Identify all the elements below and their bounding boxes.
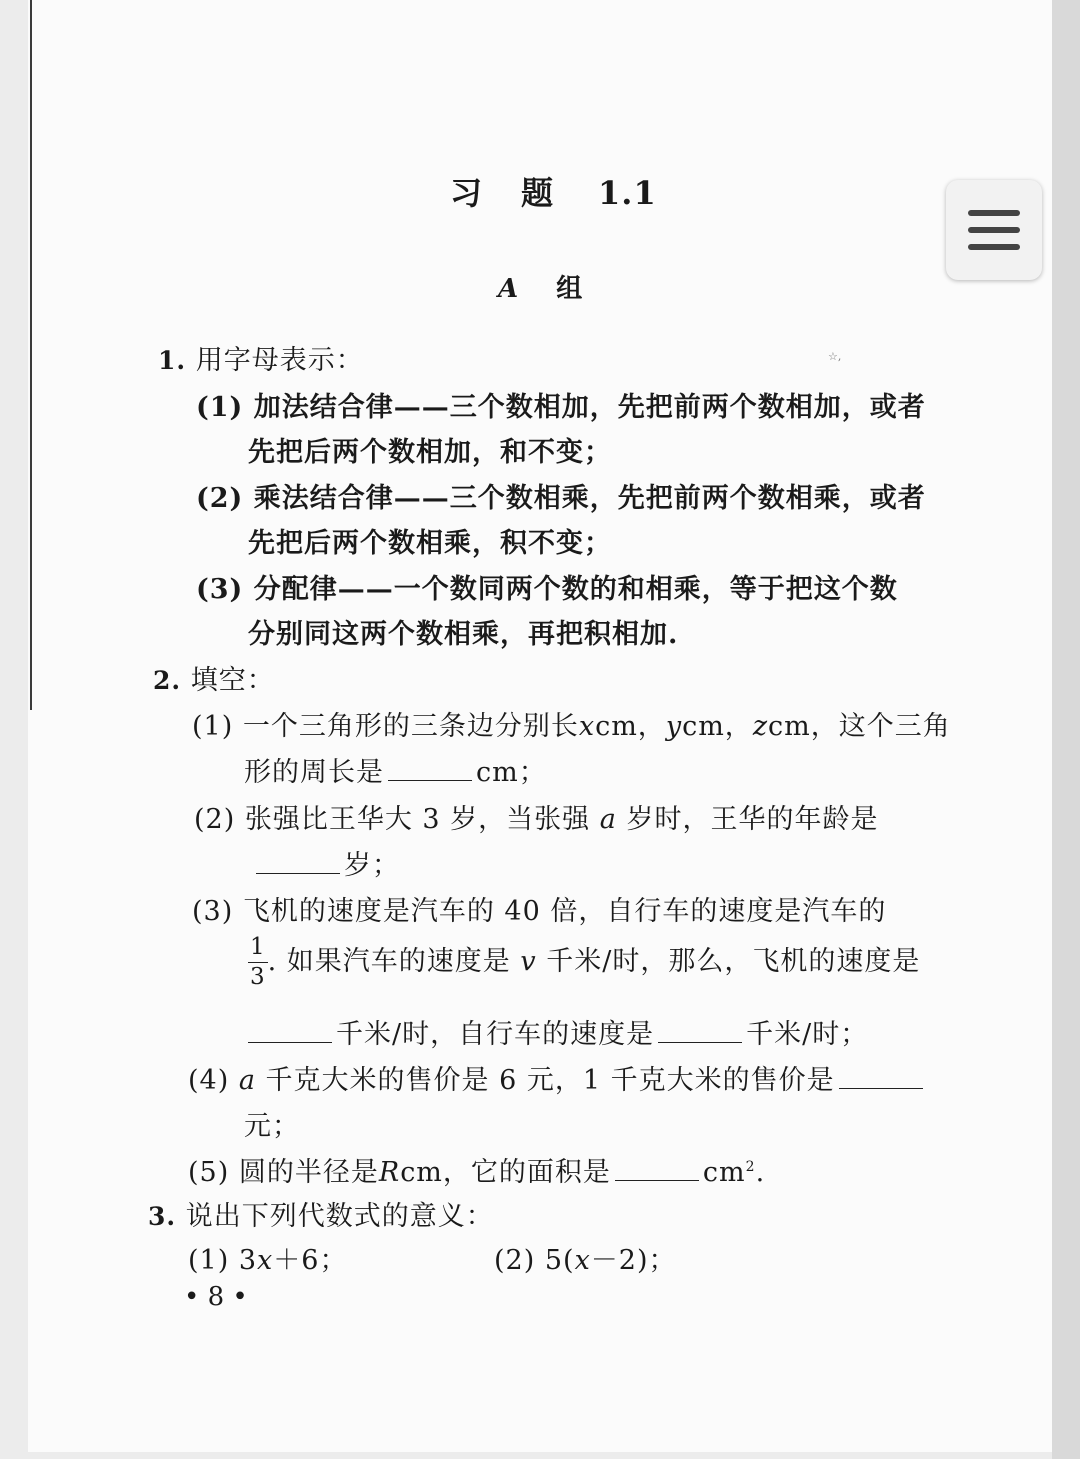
q3-item-1 [188, 1238, 347, 1277]
q1-item-3-label: (3) [196, 574, 244, 605]
q2-item-4-line-1 [188, 1058, 927, 1097]
var-a: a [238, 1065, 256, 1096]
question-2-text: 填空： [190, 665, 275, 696]
question-1-prompt [158, 338, 364, 377]
q1-item-2-text-1: 乘法结合律——三个数相乘，先把前两个数相乘，或者 [253, 483, 926, 514]
unit-cm: cm [702, 1157, 746, 1188]
answer-blank[interactable] [615, 1156, 699, 1181]
answer-blank[interactable] [658, 1018, 742, 1043]
q3-item-2-coef: 5( [544, 1245, 575, 1276]
question-3-number: 3. [148, 1202, 177, 1231]
q2-item-3-label: (3) [192, 896, 234, 927]
menu-bar [968, 244, 1020, 250]
q2-item-3-text-2: . 如果汽车的速度是 [267, 946, 511, 977]
q1-item-2-line-1 [196, 476, 926, 515]
q2-item-2-label: (2) [194, 804, 236, 835]
group-letter: A [498, 274, 519, 304]
question-3-text: 说出下列代数式的意义： [185, 1201, 494, 1232]
hamburger-menu-icon[interactable] [946, 180, 1042, 280]
var-v: v [520, 946, 537, 977]
q1-item-1-line-2: 先把后两个数相加，和不变； [248, 437, 612, 468]
q3-item-2 [494, 1238, 677, 1277]
q3-item-1-coef: 3 [238, 1245, 258, 1276]
period: . [755, 1157, 766, 1188]
answer-blank[interactable] [248, 1018, 332, 1043]
q3-item-2-label: (2) [494, 1245, 536, 1276]
unit-cm-2: cm， [682, 711, 753, 742]
menu-bar [968, 227, 1020, 233]
right-margin-shade [1052, 0, 1080, 1459]
page-number: • 8 • [184, 1282, 248, 1312]
answer-blank[interactable] [256, 849, 340, 874]
scan-edge-line [30, 0, 32, 710]
q2-item-1-unit: cm； [476, 757, 547, 788]
question-1-number: 1. [158, 346, 187, 375]
q2-item-1-text-2: 形的周长是 [244, 757, 384, 788]
scan-speck: ☆, [828, 350, 842, 363]
group-heading [498, 268, 582, 305]
q2-item-5-text: 圆的半径是 [238, 1157, 379, 1188]
var-x: x [574, 1245, 591, 1276]
q2-item-3-text-4: 千米/时，自行车的速度是 [336, 1019, 655, 1050]
q3-item-1-label: (1) [188, 1245, 230, 1276]
unit-cm-3: cm，这个三角 [768, 711, 951, 742]
q1-item-3-text-1: 分配律——一个数同两个数的和相乘，等于把这个数 [253, 574, 898, 605]
q2-item-5-line [188, 1150, 765, 1189]
q2-item-5-text-2: cm，它的面积是 [400, 1157, 611, 1188]
q3-item-2-rest: －2)； [590, 1245, 677, 1276]
q2-item-4-text: 千克大米的售价是 6 元，1 千克大米的售价是 [265, 1065, 835, 1096]
question-2-prompt [153, 658, 275, 697]
q2-item-4-label: (4) [188, 1065, 230, 1096]
q1-item-3-line-2: 分别同这两个数相乘，再把积相加. [248, 619, 679, 650]
q2-item-1-text: 一个三角形的三条边分别长 [242, 711, 579, 742]
var-z: z [752, 711, 769, 742]
q2-item-3-line-3 [244, 1012, 868, 1051]
q2-item-1-line-2 [244, 750, 547, 789]
q1-item-1-label: (1) [196, 392, 244, 423]
q1-item-2-label: (2) [196, 483, 244, 514]
var-y: y [665, 711, 683, 742]
group-word: 组 [556, 274, 583, 304]
q2-item-3-line-1 [192, 889, 886, 928]
title-char-2: 题 [521, 174, 555, 212]
q2-item-2-line-2 [252, 843, 400, 882]
title-number: 1.1 [598, 174, 657, 212]
q2-item-2-text-b: 岁时，王华的年龄是 [626, 804, 879, 835]
q1-item-3-line-1 [196, 567, 898, 606]
q2-item-3-text-3: 千米/时，那么，飞机的速度是 [546, 946, 921, 977]
fraction-numerator: 1 [250, 934, 266, 960]
q2-item-1-line-1 [192, 704, 951, 743]
q3-item-1-rest: ＋6； [273, 1245, 348, 1276]
q2-item-5-label: (5) [188, 1157, 230, 1188]
q2-item-3-text-5: 千米/时； [746, 1019, 869, 1050]
answer-blank[interactable] [839, 1064, 923, 1089]
var-r: R [378, 1157, 401, 1188]
exercise-title [450, 168, 657, 214]
unit-cm-1: cm， [595, 711, 666, 742]
answer-blank[interactable] [388, 756, 472, 781]
title-char-1: 习 [450, 174, 484, 212]
question-3-prompt [148, 1194, 494, 1233]
var-a: a [599, 804, 617, 835]
q1-item-2-line-2: 先把后两个数相乘，积不变； [248, 528, 612, 559]
var-x: x [257, 1245, 274, 1276]
q2-item-2-line-1 [194, 797, 878, 836]
q2-item-2-text: 张强比王华大 3 岁，当张强 [244, 804, 591, 835]
question-1-text: 用字母表示： [195, 345, 364, 376]
q1-item-1-line-1 [196, 385, 926, 424]
var-x: x [578, 711, 596, 742]
question-2-number: 2. [153, 666, 182, 695]
q1-item-1-text-1: 加法结合律——三个数相加，先把前两个数相加，或者 [253, 392, 926, 423]
q2-item-2-unit: 岁； [344, 850, 400, 881]
exponent: 2 [745, 1159, 756, 1175]
q2-item-4-line-2: 元； [244, 1111, 300, 1142]
q2-item-3-line-2 [248, 936, 920, 989]
fraction-denominator: 3 [250, 964, 266, 990]
fraction-one-third [248, 936, 268, 989]
menu-bar [968, 210, 1020, 216]
q2-item-3-text-1: 飞机的速度是汽车的 40 倍，自行车的速度是汽车的 [242, 896, 887, 927]
q2-item-1-label: (1) [192, 711, 234, 742]
